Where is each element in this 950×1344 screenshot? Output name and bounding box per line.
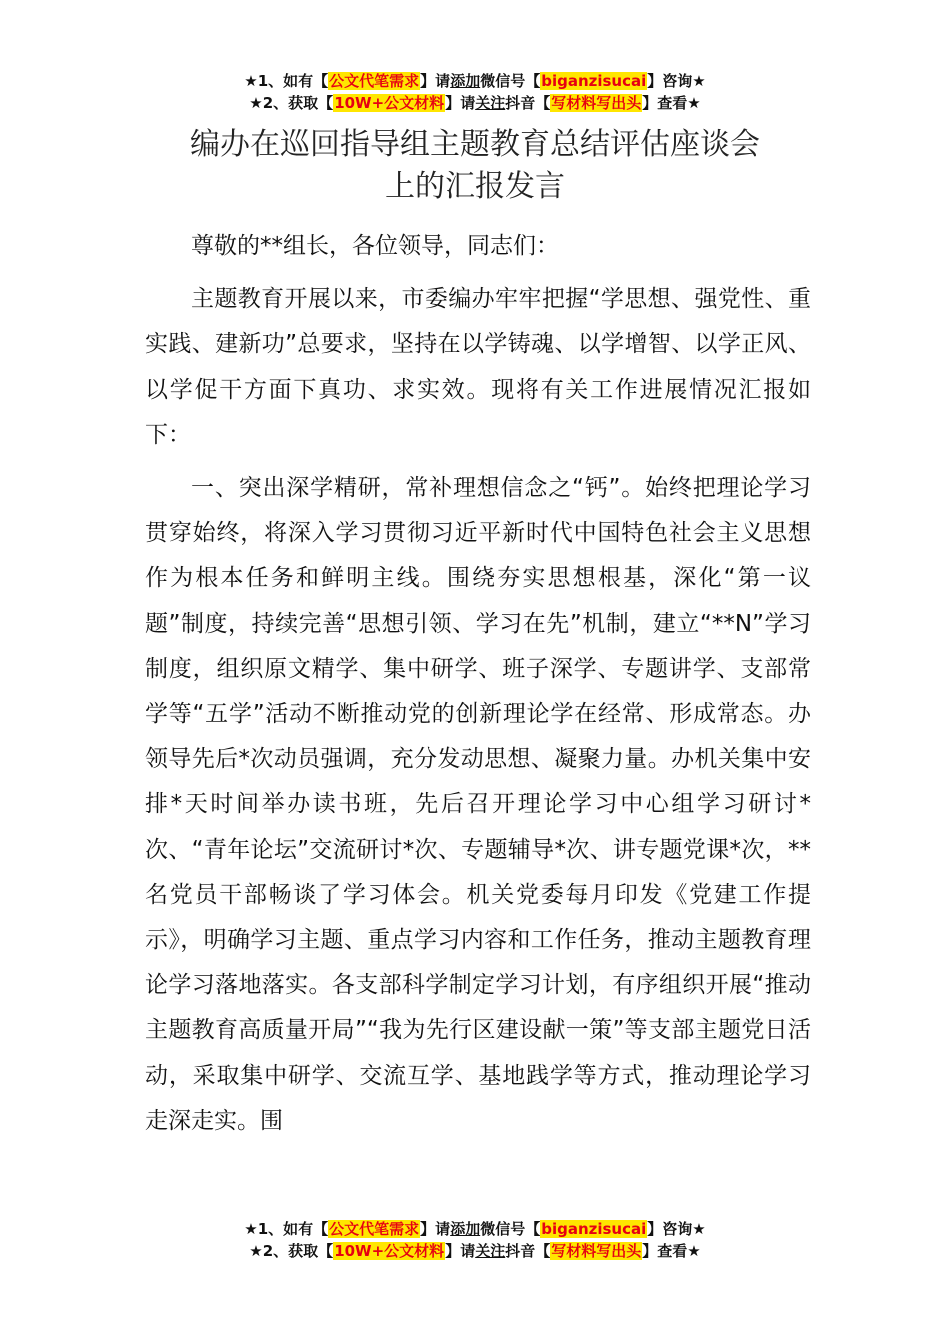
banner-highlight: 10W+公文材料 — [334, 94, 445, 112]
banner-text: 】请 — [445, 1242, 476, 1260]
banner-highlight: biganzisucai — [541, 72, 647, 90]
banner-line-2 — [0, 1240, 950, 1262]
banner-text: 抖音【 — [505, 1242, 551, 1260]
salutation: 尊敬的**组长，各位领导，同志们： — [191, 233, 559, 259]
banner-text: 】咨询★ — [647, 1220, 706, 1238]
paragraph-section-1: 一、突出深学精研，常补理想信念之“钙”。始终把理论学习贯穿始终，将深入学习贯彻习近平新时代中国特色社会主义思想作为根本任务和鲜明主线。围绕夯实思想根基，深化“第一议题”制度，持续完善“思想引领、学习在先”机制，建立“**N”学习制度，组织原文精学、集中研学、班子深学、专题讲学、支部常学等“五学”活动不断推动党的创新理论学在经常、形成常态。办领导先后*次动员强调，充分发动思想、凝聚力量。办机关集中安排*天时间举办读书班，先后召开理论学习中心组学习研讨*次、“青年论坛”交流研讨*次、专题辅导*次、讲专题党课*次，**名党员干部畅谈了学习体会。机关党委每月印发《党建工作提示》，明确学习主题、重点学习内容和工作任务，推动主题教育理论学习落地落实。各支部科学制定学习计划，有序组织开展“推动主题教育高质量开局”“我为先行区建设献一策”等支部主题党日活动，采取集中研学、交流互学、基地践学等方式，推动理论学习走深走实。围 — [145, 475, 811, 1134]
banner-highlight: 公文代笔需求 — [329, 72, 420, 90]
banner-text: 微信号【 — [480, 72, 541, 90]
footer-banner — [0, 1218, 950, 1262]
banner-text: 抖音【 — [505, 94, 551, 112]
document-body — [145, 224, 811, 1144]
banner-highlight: 写材料写出头 — [551, 94, 642, 112]
banner-highlight: 写材料写出头 — [551, 1242, 642, 1260]
banner-text: 微信号【 — [480, 1220, 541, 1238]
document-title — [145, 124, 805, 208]
banner-underlined-text: 添加 — [450, 72, 481, 90]
banner-text: 】查看★ — [642, 94, 701, 112]
paragraph-intro: 主题教育开展以来，市委编办牢牢把握“学思想、强党性、重实践、建新功”总要求，坚持在以学铸魂、以学增智、以学正风、以学促干方面下真功、求实效。现将有关工作进展情况汇报如下： — [145, 286, 811, 448]
banner-highlight: 10W+公文材料 — [334, 1242, 445, 1260]
banner-underlined-text: 添加 — [450, 1220, 481, 1238]
banner-text: 】请 — [420, 1220, 451, 1238]
banner-text: 】查看★ — [642, 1242, 701, 1260]
banner-line-1 — [0, 1218, 950, 1240]
header-banner — [0, 70, 950, 114]
banner-underlined-text: 关注 — [475, 94, 506, 112]
banner-highlight: biganzisucai — [541, 1220, 647, 1238]
banner-text: 】请 — [420, 72, 451, 90]
title-line-1: 编办在巡回指导组主题教育总结评估座谈会 — [190, 127, 760, 162]
banner-text: ★2、获取【 — [249, 94, 334, 112]
banner-text: ★1、如有【 — [244, 72, 329, 90]
banner-text: 】请 — [445, 94, 476, 112]
banner-highlight: 公文代笔需求 — [329, 1220, 420, 1238]
title-line-2: 上的汇报发言 — [385, 169, 565, 204]
banner-text: ★2、获取【 — [249, 1242, 334, 1260]
banner-underlined-text: 关注 — [475, 1242, 506, 1260]
banner-text: 】咨询★ — [647, 72, 706, 90]
banner-line-2 — [0, 92, 950, 114]
banner-line-1 — [0, 70, 950, 92]
banner-text: ★1、如有【 — [244, 1220, 329, 1238]
